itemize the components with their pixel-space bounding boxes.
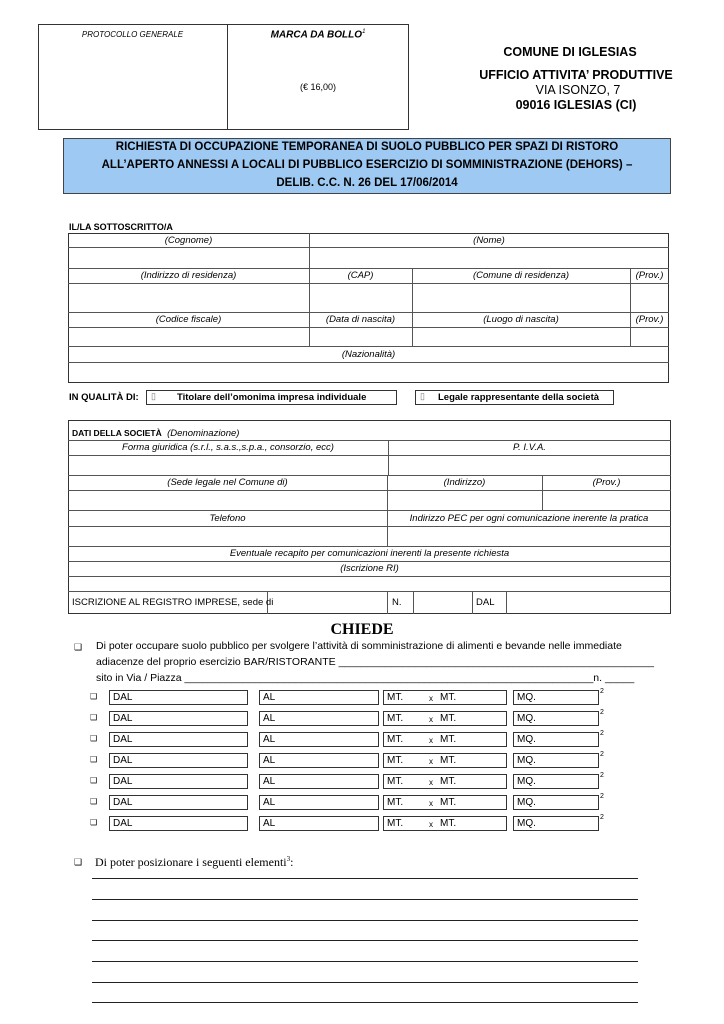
nome-label: (Nome) <box>473 235 505 246</box>
row-mt-field[interactable] <box>383 690 507 705</box>
chiede-para2-colon: : <box>290 855 294 869</box>
societa-indirizzo-field[interactable] <box>388 491 541 509</box>
societa-indirizzo-label: (Indirizzo) <box>443 477 486 488</box>
row-al-label: AL <box>263 692 276 703</box>
registro-n-field[interactable] <box>414 592 471 613</box>
chiede-para2: Di poter posizionare i seguenti elementi <box>95 855 287 869</box>
row-sup: 2 <box>600 814 604 821</box>
row-mt2-label: MT. <box>440 797 457 808</box>
chiede-para1-line1: Di poter occupare suolo pubblico per svolgere l’attività di somministrazione di alimenti e bevande nelle immediate <box>96 640 622 652</box>
prov2-label: (Prov.) <box>635 314 664 325</box>
nome-field[interactable] <box>310 248 668 267</box>
data-nascita-field[interactable] <box>310 328 411 345</box>
row-x-label: x <box>429 820 433 829</box>
telefono-field[interactable] <box>69 527 386 545</box>
row-al-label: AL <box>263 713 276 724</box>
office-cap-city: 09016 IGLESIAS (CI) <box>515 98 637 112</box>
piva-label: P. I.V.A. <box>513 442 546 453</box>
row-mt2-label: MT. <box>440 818 457 829</box>
pec-label: Indirizzo PEC per ogni comunicazione inerente la pratica <box>409 513 649 524</box>
row-dal-field[interactable] <box>109 753 248 768</box>
row-mt-field[interactable] <box>383 774 507 789</box>
row-mq-label: MQ. <box>517 755 536 766</box>
indirizzo-label: (Indirizzo di residenza) <box>140 270 237 281</box>
row-sup: 2 <box>600 751 604 758</box>
row-dal-field[interactable] <box>109 795 248 810</box>
bullet-icon: ❑ <box>90 755 98 764</box>
recapito-label: Eventuale recapito per comunicazioni inerenti la presente richiesta <box>229 548 510 559</box>
row-mq-field[interactable] <box>513 711 599 726</box>
office-via: VIA ISONZO, 7 <box>535 83 621 97</box>
row-dal-label: DAL <box>113 776 133 787</box>
bullet-icon: ❑ <box>90 692 98 701</box>
row-x-label: x <box>429 799 433 808</box>
pec-field[interactable] <box>388 527 670 545</box>
blank-line[interactable] <box>92 899 638 900</box>
stamp-label: MARCA DA BOLLO <box>270 29 363 41</box>
blank-line[interactable] <box>92 920 638 921</box>
row-mt-label: MT. <box>387 692 404 703</box>
person-heading: IL/LA SOTTOSCRITTO/A <box>69 222 173 232</box>
qualita-option-2[interactable] <box>415 390 614 405</box>
row-dal-field[interactable] <box>109 732 248 747</box>
nazionalita-label: (Nazionalità) <box>341 349 396 360</box>
row-al-label: AL <box>263 776 276 787</box>
row-mq-label: MQ. <box>517 734 536 745</box>
office-ufficio: UFFICIO ATTIVITA’ PRODUTTIVE <box>479 68 673 82</box>
prov-field[interactable] <box>631 284 668 311</box>
prov-label: (Prov.) <box>635 270 664 281</box>
cap-label: (CAP) <box>347 270 374 281</box>
indirizzo-field[interactable] <box>69 284 308 311</box>
row-mq-field[interactable] <box>513 795 599 810</box>
row-dal-label: DAL <box>113 692 133 703</box>
row-al-field[interactable] <box>259 753 379 768</box>
row-mq-label: MQ. <box>517 776 536 787</box>
row-mt-field[interactable] <box>383 732 507 747</box>
luogo-nascita-field[interactable] <box>413 328 629 345</box>
row-al-label: AL <box>263 755 276 766</box>
row-mq-field[interactable] <box>513 732 599 747</box>
row-mt-label: MT. <box>387 734 404 745</box>
codice-fiscale-label: (Codice fiscale) <box>155 314 222 325</box>
row-mt-label: MT. <box>387 818 404 829</box>
telefono-label: Telefono <box>209 513 246 524</box>
chiede-para2-wrap <box>95 855 293 870</box>
title-line-2: ALL’APERTO ANNESSI A LOCALI DI PUBBLICO ESERCIZIO DI SOMMINISTRAZIONE (DEHORS) – <box>101 159 633 171</box>
bullet-icon: ❑ <box>74 642 83 652</box>
stamp-amount: (€ 16,00) <box>299 82 337 92</box>
row-sup: 2 <box>600 730 604 737</box>
row-al-field[interactable] <box>259 774 379 789</box>
forma-giuridica-label: Forma giuridica (s.r.l., s.a.s.,s.p.a., consorzio, ecc) <box>122 442 334 453</box>
qualita-option-2-label: Legale rappresentante della società <box>438 392 600 403</box>
bullet-icon: ❑ <box>90 797 98 806</box>
row-mq-label: MQ. <box>517 818 536 829</box>
row-x-label: x <box>429 694 433 703</box>
row-mt2-label: MT. <box>440 776 457 787</box>
stamp-note-ref: 1 <box>362 29 366 35</box>
row-mt2-label: MT. <box>440 734 457 745</box>
recapito-field[interactable] <box>69 577 670 590</box>
cognome-field[interactable] <box>69 248 308 267</box>
row-mt-label: MT. <box>387 797 404 808</box>
protocol-label: PROTOCOLLO GENERALE <box>81 30 184 39</box>
comune-label: (Comune di residenza) <box>472 270 570 281</box>
stamp-label-wrap <box>228 29 408 40</box>
row-mt-field[interactable] <box>383 816 507 831</box>
row-mq-label: MQ. <box>517 692 536 703</box>
row-x-label: x <box>429 757 433 766</box>
row-mt-field[interactable] <box>383 795 507 810</box>
row-mq-label: MQ. <box>517 797 536 808</box>
comune-field[interactable] <box>413 284 629 311</box>
row-al-label: AL <box>263 818 276 829</box>
row-al-field[interactable] <box>259 732 379 747</box>
row-mq-field[interactable] <box>513 753 599 768</box>
blank-line[interactable] <box>92 878 638 879</box>
row-dal-field[interactable] <box>109 774 248 789</box>
registro-dal-field[interactable] <box>507 592 670 613</box>
row-al-field[interactable] <box>259 711 379 726</box>
row-mt2-label: MT. <box>440 692 457 703</box>
checkbox-icon[interactable]: ▯ <box>420 391 425 401</box>
bullet-icon: ❑ <box>90 818 98 827</box>
cognome-label: (Cognome) <box>164 235 213 246</box>
bullet-icon: ❑ <box>90 776 98 785</box>
societa-prov-field[interactable] <box>543 491 670 509</box>
sede-legale-label: (Sede legale nel Comune di) <box>167 477 288 488</box>
title-line-1: RICHIESTA DI OCCUPAZIONE TEMPORANEA DI SUOLO PUBBLICO PER SPAZI DI RISTORO <box>115 141 619 153</box>
row-x-label: x <box>429 778 433 787</box>
prov2-field[interactable] <box>631 328 668 345</box>
row-mt-label: MT. <box>387 776 404 787</box>
cap-field[interactable] <box>310 284 411 311</box>
registro-n-label: N. <box>392 597 402 608</box>
row-sup: 2 <box>600 688 604 695</box>
row-dal-field[interactable] <box>109 711 248 726</box>
row-mt-field[interactable] <box>383 753 507 768</box>
registro-sede-field[interactable] <box>268 592 386 613</box>
row-sup: 2 <box>600 793 604 800</box>
nazionalita-field[interactable] <box>69 363 668 382</box>
row-sup: 2 <box>600 772 604 779</box>
row-mt2-label: MT. <box>440 713 457 724</box>
denominazione-label: (Denominazione) <box>167 428 240 439</box>
row-mq-field[interactable] <box>513 774 599 789</box>
chiede-para2-ref: 3 <box>286 855 291 863</box>
row-dal-label: DAL <box>113 797 133 808</box>
sede-legale-field[interactable] <box>69 491 386 509</box>
row-mq-field[interactable] <box>513 690 599 705</box>
societa-heading-wrap <box>72 428 239 439</box>
iscrizione-ri-label: (Iscrizione RI) <box>340 563 399 574</box>
row-dal-field[interactable] <box>109 690 248 705</box>
row-mq-field[interactable] <box>513 816 599 831</box>
row-mt-field[interactable] <box>383 711 507 726</box>
office-comune: COMUNE DI IGLESIAS <box>503 45 637 59</box>
qualita-option-1-label: Titolare dell’omonima impresa individuale <box>177 392 367 403</box>
row-sup: 2 <box>600 709 604 716</box>
row-mt2-label: MT. <box>440 755 457 766</box>
registro-label: ISCRIZIONE AL REGISTRO IMPRESE, sede di <box>72 597 274 608</box>
row-dal-label: DAL <box>113 818 133 829</box>
row-al-field[interactable] <box>259 690 379 705</box>
blank-line[interactable] <box>92 982 638 983</box>
row-mt-label: MT. <box>387 755 404 766</box>
societa-heading: DATI DELLA SOCIETÀ <box>72 428 162 438</box>
qualita-label: IN QUALITÀ DI: <box>69 392 139 403</box>
row-al-field[interactable] <box>259 795 379 810</box>
row-dal-label: DAL <box>113 755 133 766</box>
row-mt-label: MT. <box>387 713 404 724</box>
row-dal-label: DAL <box>113 713 133 724</box>
forma-giuridica-field[interactable] <box>69 456 387 474</box>
chiede-heading: CHIEDE <box>330 621 394 638</box>
codice-fiscale-field[interactable] <box>69 328 308 345</box>
bullet-icon: ❑ <box>90 734 98 743</box>
chiede-para1-line2: adiacenze del proprio esercizio BAR/RISTORANTE ______________________________________________________ <box>96 656 654 668</box>
blank-line[interactable] <box>92 1002 638 1003</box>
registro-dal-label: DAL <box>476 597 495 608</box>
societa-prov-label: (Prov.) <box>592 477 621 488</box>
qualita-option-1[interactable] <box>146 390 397 405</box>
title-line-3: DELIB. C.C. N. 26 DEL 17/06/2014 <box>276 177 458 189</box>
data-nascita-label: (Data di nascita) <box>325 314 396 325</box>
bullet-icon: ❑ <box>74 857 83 867</box>
blank-line[interactable] <box>92 940 638 941</box>
row-al-label: AL <box>263 797 276 808</box>
luogo-nascita-label: (Luogo di nascita) <box>483 314 559 325</box>
row-dal-field[interactable] <box>109 816 248 831</box>
blank-line[interactable] <box>92 961 638 962</box>
piva-field[interactable] <box>389 456 670 474</box>
checkbox-icon[interactable]: ▯ <box>151 391 156 401</box>
row-mq-label: MQ. <box>517 713 536 724</box>
bullet-icon: ❑ <box>90 713 98 722</box>
chiede-para1-line3: sito in Via / Piazza ______________________________________________________________________n. _____ <box>96 672 635 684</box>
row-x-label: x <box>429 715 433 724</box>
row-dal-label: DAL <box>113 734 133 745</box>
row-al-label: AL <box>263 734 276 745</box>
row-x-label: x <box>429 736 433 745</box>
row-al-field[interactable] <box>259 816 379 831</box>
